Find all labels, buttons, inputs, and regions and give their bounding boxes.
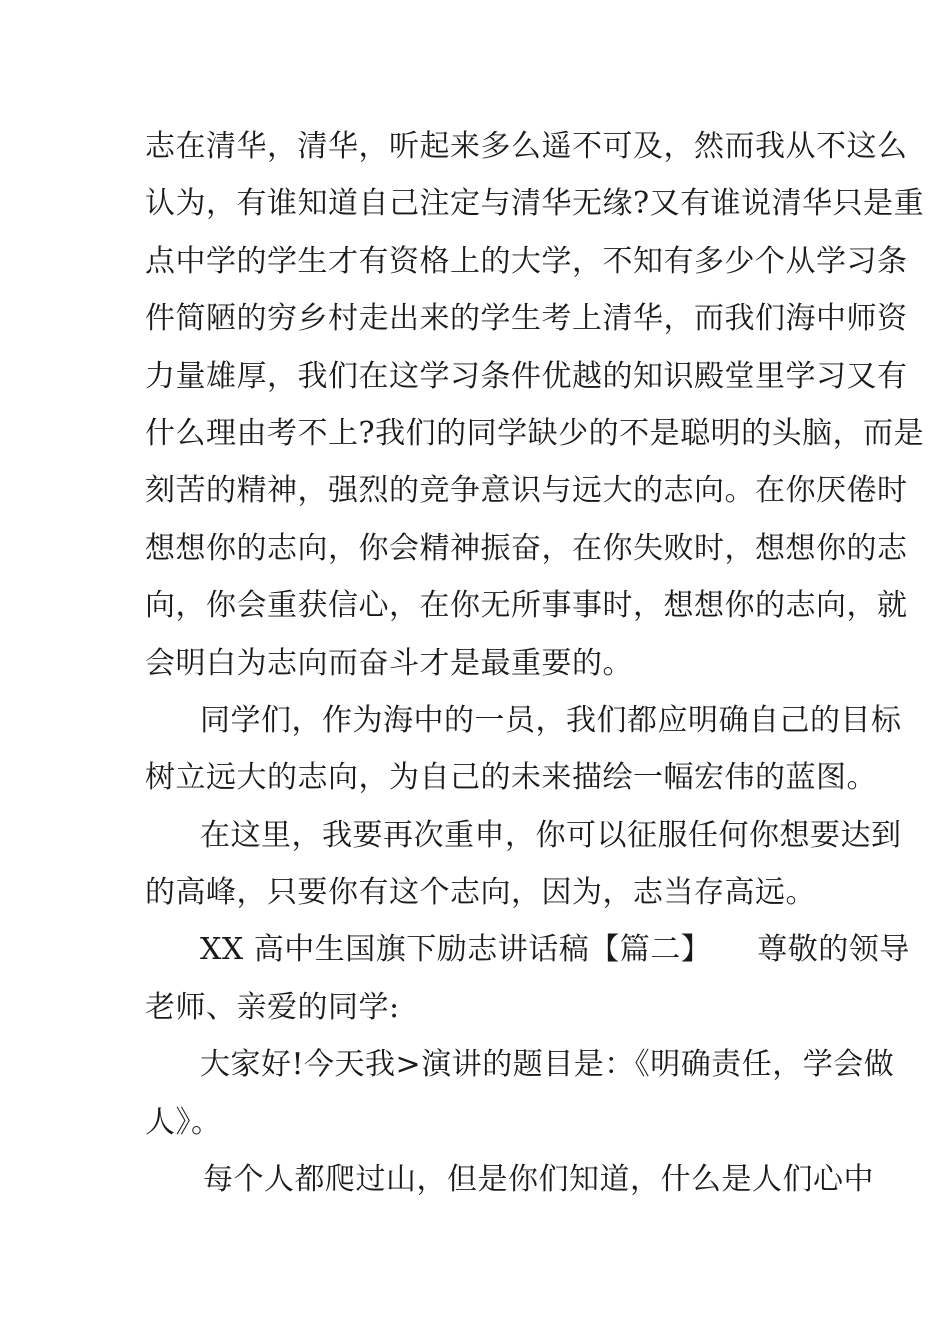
paragraph-line: 志在清华，清华，听起来多么遥不可及，然而我从不这么 [145, 129, 908, 164]
paragraph-line: 老师、亲爱的同学: [145, 989, 400, 1025]
paragraph-line: 会明白为志向而奋斗才是最重要的。 [145, 645, 633, 681]
paragraph-line: 同学们，作为海中的一员，我们都应明确自己的目标 [200, 702, 902, 738]
paragraph-line: 人》。 [145, 1104, 222, 1140]
paragraph-line: 大家好!今天我>演讲的题目是：《明确责任，学会做 [200, 1047, 895, 1083]
paragraph-line: 想想你的志向，你会精神振奋，在你失败时，想想你的志 [145, 530, 908, 566]
paragraph-line: 刻苦的精神，强烈的竞争意识与远大的志向。在你厌倦时 [145, 473, 908, 509]
paragraph-line: 件简陋的穷乡村走出来的学生考上清华，而我们海中师资 [145, 301, 908, 337]
paragraph-line: 在这里，我要再次重申，你可以征服任何你想要达到 [200, 817, 902, 853]
paragraph-line: 力量雄厚，我们在这学习条件优越的知识殿堂里学习又有 [145, 358, 908, 394]
paragraph-line: 每个人都爬过山，但是你们知道，什么是人们心中 [203, 1162, 874, 1198]
paragraph-line: 点中学的学生才有资格上的大学，不知有多少个从学习条 [145, 243, 908, 279]
paragraph-line: 认为，有谁知道自己注定与清华无缘?又有谁说清华只是重 [145, 186, 925, 222]
paragraph-line: 树立远大的志向，为自己的未来描绘一幅宏伟的蓝图。 [145, 760, 877, 796]
paragraph-line: 的高峰，只要你有这个志向，因为，志当存高远。 [145, 875, 816, 911]
paragraph-line: 什么理由考不上?我们的同学缺少的不是聪明的头脑，而是 [145, 415, 925, 451]
paragraph-line: XX 高中生国旗下励志讲话稿【篇二】 尊敬的领导 [200, 932, 910, 968]
document-body [145, 118, 925, 1208]
paragraph-line: 向，你会重获信心，在你无所事事时，想想你的志向，就 [145, 588, 908, 624]
